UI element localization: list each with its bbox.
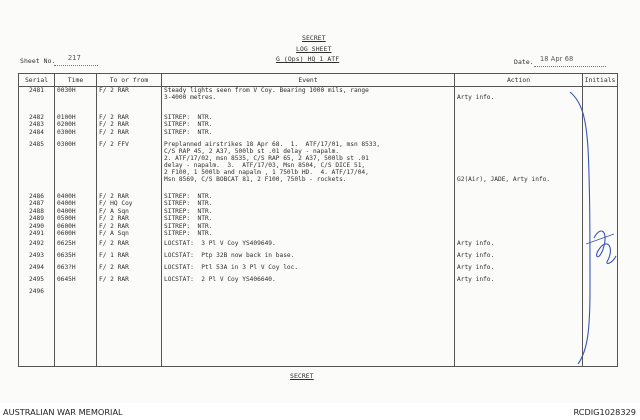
serial-cell: 2494 xyxy=(19,264,55,276)
to-from-cell: F/ 2 RAR xyxy=(97,240,162,252)
table-header-row xyxy=(19,74,618,87)
event-cell: LOCSTAT: Ptl 53A in 3 Pl V Coy loc. xyxy=(162,264,455,276)
table-row xyxy=(19,87,618,114)
action-cell: G2(Air), JADE, Arty info. xyxy=(455,141,583,193)
time-cell: 0635H xyxy=(55,252,97,264)
table-row xyxy=(19,200,618,208)
serial-cell: 2490 xyxy=(19,223,55,231)
archive-reference: RCDIG1028329 xyxy=(573,407,636,417)
time-cell: 0300H xyxy=(55,129,97,141)
unit-name: G (Ops) HQ 1 ATF xyxy=(276,55,340,63)
time-cell: 0100H xyxy=(55,114,97,122)
time-cell xyxy=(55,288,97,367)
to-from-cell: F/ A Sqn xyxy=(97,208,162,216)
table-row xyxy=(19,208,618,216)
event-cell: LOCSTAT: 3 Pl V Coy YS409649. xyxy=(162,240,455,252)
serial-cell: 2489 xyxy=(19,215,55,223)
table-row xyxy=(19,240,618,252)
event-cell: SITREP: NTR. xyxy=(162,215,455,223)
to-from-cell: F/ 2 RAR xyxy=(97,87,162,114)
archive-name: AUSTRALIAN WAR MEMORIAL xyxy=(3,407,123,417)
header-event: Event xyxy=(162,74,455,87)
serial-cell: 2492 xyxy=(19,240,55,252)
event-cell: SITREP: NTR. xyxy=(162,200,455,208)
table-row xyxy=(19,193,618,201)
sheet-number-line xyxy=(54,65,98,66)
serial-cell: 2484 xyxy=(19,129,55,141)
serial-cell: 2488 xyxy=(19,208,55,216)
table-row xyxy=(19,276,618,288)
to-from-cell: F/ 2 RAR xyxy=(97,223,162,231)
table-row xyxy=(19,264,618,276)
serial-cell: 2493 xyxy=(19,252,55,264)
to-from-cell: F/ 1 RAR xyxy=(97,252,162,264)
serial-cell: 2481 xyxy=(19,87,55,114)
serial-cell: 2496 xyxy=(19,288,55,367)
serial-cell: 2482 xyxy=(19,114,55,122)
to-from-cell: F/ HQ Coy xyxy=(97,200,162,208)
table-row xyxy=(19,288,618,367)
event-cell: LOCSTAT: 2 Pl V Coy YS406640. xyxy=(162,276,455,288)
time-cell: 0625H xyxy=(55,240,97,252)
sheet-number-label: Sheet No. xyxy=(20,57,56,65)
handwritten-initials-bracket xyxy=(556,88,618,368)
time-cell: 0300H xyxy=(55,141,97,193)
event-cell: SITREP: NTR. xyxy=(162,121,455,129)
sheet-number: 217 xyxy=(68,54,81,62)
header-serial: Serial xyxy=(19,74,55,87)
serial-cell: 2486 xyxy=(19,193,55,201)
event-cell: SITREP: NTR. xyxy=(162,193,455,201)
action-cell: Arty info. xyxy=(455,87,583,114)
action-cell: Arty info. xyxy=(455,276,583,288)
table-row xyxy=(19,215,618,223)
to-from-cell: F/ 2 RAR xyxy=(97,121,162,129)
time-cell: 0400H xyxy=(55,200,97,208)
to-from-cell: F/ A Sqn xyxy=(97,230,162,240)
event-cell: SITREP: NTR. xyxy=(162,223,455,231)
event-cell: SITREP: NTR. xyxy=(162,230,455,240)
to-from-cell: F/ 2 RAR xyxy=(97,193,162,201)
archive-footer-bar xyxy=(0,403,640,420)
serial-cell: 2491 xyxy=(19,230,55,240)
table-row xyxy=(19,129,618,141)
time-cell: 0400H xyxy=(55,193,97,201)
action-cell: Arty info. xyxy=(455,264,583,276)
log-table xyxy=(18,73,618,367)
header-initials: Initials xyxy=(583,74,618,87)
classification-top: SECRET xyxy=(302,34,326,42)
event-cell: SITREP: NTR. xyxy=(162,114,455,122)
to-from-cell: F/ 2 RAR xyxy=(97,276,162,288)
time-cell: 0500H xyxy=(55,215,97,223)
time-cell: 0030H xyxy=(55,87,97,114)
table-row xyxy=(19,141,618,193)
event-cell: Steady lights seen from V Coy. Bearing 1000 mils, range 3-4000 metres. xyxy=(162,87,455,114)
table-row xyxy=(19,114,618,122)
action-cell: Arty info. xyxy=(455,240,583,252)
date-line xyxy=(534,66,606,67)
document-title: LOG SHEET xyxy=(296,45,332,53)
serial-cell: 2487 xyxy=(19,200,55,208)
to-from-cell: F/ 2 FFV xyxy=(97,141,162,193)
table-row xyxy=(19,252,618,264)
time-cell: 0400H xyxy=(55,208,97,216)
time-cell: 0645H xyxy=(55,276,97,288)
time-cell: 0600H xyxy=(55,230,97,240)
event-cell: SITREP: NTR. xyxy=(162,208,455,216)
table-row xyxy=(19,230,618,240)
to-from-cell: F/ 2 RAR xyxy=(97,129,162,141)
date-label: Date. xyxy=(514,58,534,66)
to-from-cell: F/ 2 RAR xyxy=(97,114,162,122)
table-row xyxy=(19,121,618,129)
header-time: Time xyxy=(55,74,97,87)
time-cell: 0200H xyxy=(55,121,97,129)
table-row xyxy=(19,223,618,231)
event-cell: LOCSTAT: Ptp 32B now back in base. xyxy=(162,252,455,264)
serial-cell: 2485 xyxy=(19,141,55,193)
action-cell: Arty info. xyxy=(455,252,583,264)
to-from-cell xyxy=(97,288,162,367)
event-cell: Preplanned airstrikes 18 Apr 68. 1. ATF/17/01, msn 8533, C/S RAP 45, 2 A37, 500lb st .01 delay - napalm. 2. ATF/17/02, msn 8535, C/S RAP 65, 2 A37, 500lb st .01 delay - napalm. 3. ATF/17/03, Msn 8504, C/S DICE 51, 2 F100, 1 500lb and napalm , 1 750lb HD. 4. ATF/17/04, Msn 8569, C/S BOBCAT 81, 2 F100, 750lb - rockets. xyxy=(162,141,455,193)
serial-cell: 2483 xyxy=(19,121,55,129)
event-cell: SITREP: NTR. xyxy=(162,129,455,141)
log-date: 18 Apr 68 xyxy=(540,55,574,63)
event-cell xyxy=(162,288,455,367)
classification-bottom: SECRET xyxy=(290,372,314,380)
header-action: Action xyxy=(455,74,583,87)
serial-cell: 2495 xyxy=(19,276,55,288)
time-cell: 0600H xyxy=(55,223,97,231)
to-from-cell: F/ 2 RAR xyxy=(97,264,162,276)
time-cell: 063?H xyxy=(55,264,97,276)
header-to-or-from: To or from xyxy=(97,74,162,87)
to-from-cell: F/ 2 RAR xyxy=(97,215,162,223)
